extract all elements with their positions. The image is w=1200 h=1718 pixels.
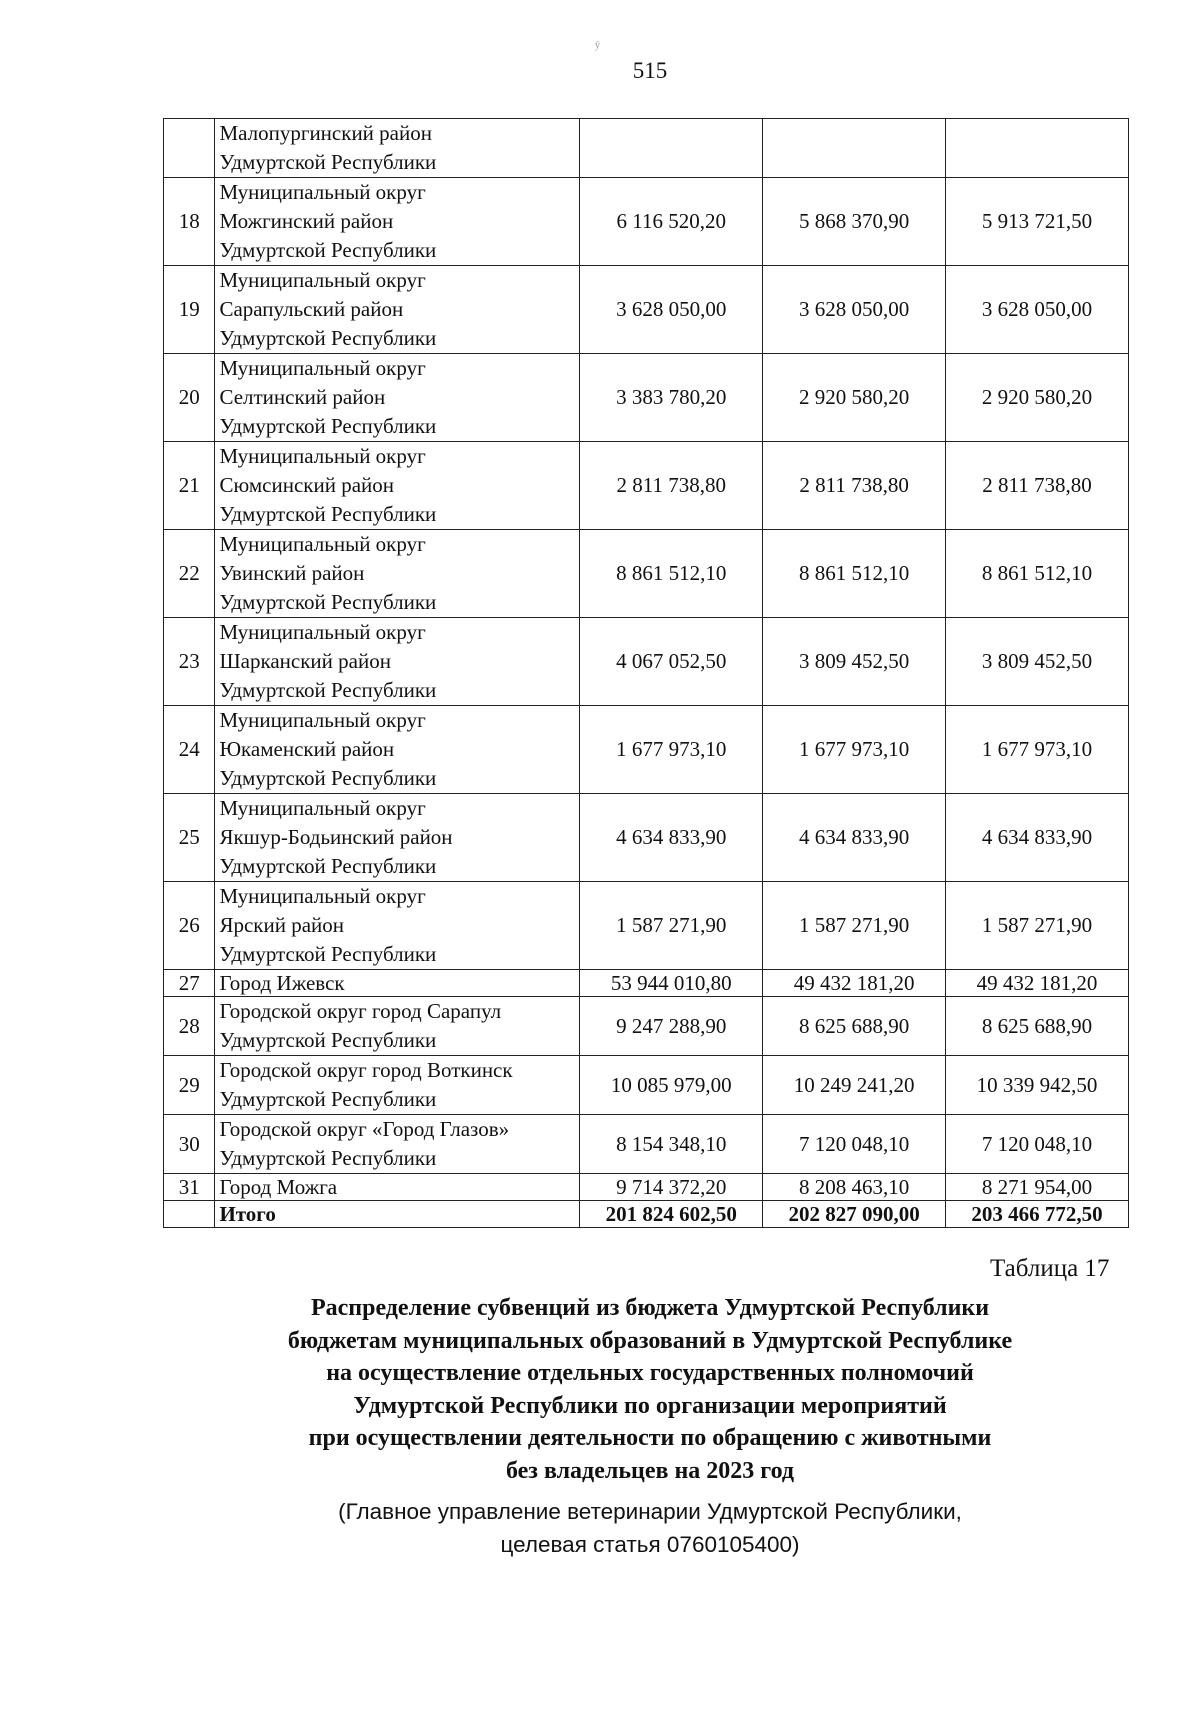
value-col-3: 8 271 954,00 xyxy=(946,1174,1129,1201)
total-value-col-1: 201 824 602,50 xyxy=(580,1201,763,1228)
table-row xyxy=(164,1115,1129,1174)
value-col-2: 1 587 271,90 xyxy=(763,882,946,970)
scan-speck: ӯ xyxy=(595,40,600,51)
municipality-name: Муниципальный округ Сюмсинский район Удмуртской Республики xyxy=(215,442,580,530)
value-col-1: 1 587 271,90 xyxy=(580,882,763,970)
value-col-1 xyxy=(580,119,763,178)
row-number: 25 xyxy=(164,794,215,882)
value-col-1: 2 811 738,80 xyxy=(580,442,763,530)
table-caption-label: Таблица 17 xyxy=(990,1255,1110,1282)
value-col-3: 2 811 738,80 xyxy=(946,442,1129,530)
value-col-1: 1 677 973,10 xyxy=(580,706,763,794)
row-number: 19 xyxy=(164,266,215,354)
row-number: 28 xyxy=(164,997,215,1056)
value-col-3: 8 625 688,90 xyxy=(946,997,1129,1056)
table-row xyxy=(164,266,1129,354)
municipality-name: Муниципальный округ Ярский район Удмуртской Республики xyxy=(215,882,580,970)
municipality-name: Муниципальный округ Можгинский район Удмуртской Республики xyxy=(215,178,580,266)
row-number: 23 xyxy=(164,618,215,706)
value-col-3: 7 120 048,10 xyxy=(946,1115,1129,1174)
row-number: 18 xyxy=(164,178,215,266)
table-row xyxy=(164,119,1129,178)
value-col-3: 8 861 512,10 xyxy=(946,530,1129,618)
table-row xyxy=(164,530,1129,618)
table-row xyxy=(164,794,1129,882)
table-row xyxy=(164,618,1129,706)
row-number: 27 xyxy=(164,970,215,997)
table-row xyxy=(164,354,1129,442)
table-row xyxy=(164,706,1129,794)
municipality-name: Город Можга xyxy=(215,1174,580,1201)
row-number: 20 xyxy=(164,354,215,442)
value-col-2: 5 868 370,90 xyxy=(763,178,946,266)
row-number xyxy=(164,1201,215,1228)
value-col-3: 2 920 580,20 xyxy=(946,354,1129,442)
row-number: 26 xyxy=(164,882,215,970)
table-row xyxy=(164,970,1129,997)
value-col-2: 1 677 973,10 xyxy=(763,706,946,794)
value-col-2: 3 809 452,50 xyxy=(763,618,946,706)
table-row xyxy=(164,442,1129,530)
municipality-name: Муниципальный округ Шарканский район Удмуртской Республики xyxy=(215,618,580,706)
table-subheading: (Главное управление ветеринарии Удмуртской Республики, целевая статья 0760105400) xyxy=(338,1499,962,1557)
municipality-name: Муниципальный округ Сарапульский район Удмуртской Республики xyxy=(215,266,580,354)
table-row xyxy=(164,1174,1129,1201)
row-number: 30 xyxy=(164,1115,215,1174)
municipality-name: Муниципальный округ Якшур-Бодьинский район Удмуртской Республики xyxy=(215,794,580,882)
row-number: 29 xyxy=(164,1056,215,1115)
total-value-col-2: 202 827 090,00 xyxy=(763,1201,946,1228)
municipality-name: Муниципальный округ Юкаменский район Удмуртской Республики xyxy=(215,706,580,794)
row-number: 21 xyxy=(164,442,215,530)
value-col-2: 8 861 512,10 xyxy=(763,530,946,618)
value-col-3: 1 587 271,90 xyxy=(946,882,1129,970)
value-col-1: 8 861 512,10 xyxy=(580,530,763,618)
value-col-1: 9 714 372,20 xyxy=(580,1174,763,1201)
total-row xyxy=(164,1201,1129,1228)
value-col-1: 4 067 052,50 xyxy=(580,618,763,706)
municipality-name: Городской округ город Воткинск Удмуртской Республики xyxy=(215,1056,580,1115)
value-col-3: 1 677 973,10 xyxy=(946,706,1129,794)
value-col-2: 10 249 241,20 xyxy=(763,1056,946,1115)
value-col-1: 53 944 010,80 xyxy=(580,970,763,997)
row-number: 22 xyxy=(164,530,215,618)
value-col-2: 2 811 738,80 xyxy=(763,442,946,530)
row-number: 24 xyxy=(164,706,215,794)
table-row xyxy=(164,178,1129,266)
subventions-table xyxy=(163,118,1129,1228)
value-col-2 xyxy=(763,119,946,178)
table-heading: Распределение субвенций из бюджета Удмуртской Республики бюджетам муниципальных образований в Удмуртской Республике на осуществление отдельных государственных полномочий Удмуртской Республики по организации мероприятий при осуществлении деятельности по обращению с животными без владельцев на 2023 год xyxy=(287,1295,1013,1484)
row-number xyxy=(164,119,215,178)
value-col-3 xyxy=(946,119,1129,178)
total-value-col-3: 203 466 772,50 xyxy=(946,1201,1129,1228)
municipality-name: Городской округ город Сарапул Удмуртской Республики xyxy=(215,997,580,1056)
municipality-name: Город Ижевск xyxy=(215,970,580,997)
table-row xyxy=(164,997,1129,1056)
value-col-1: 6 116 520,20 xyxy=(580,178,763,266)
value-col-2: 2 920 580,20 xyxy=(763,354,946,442)
value-col-3: 4 634 833,90 xyxy=(946,794,1129,882)
value-col-3: 49 432 181,20 xyxy=(946,970,1129,997)
table-row xyxy=(164,882,1129,970)
value-col-3: 3 628 050,00 xyxy=(946,266,1129,354)
municipality-name: Малопургинский район Удмуртской Республики xyxy=(215,119,580,178)
value-col-1: 3 628 050,00 xyxy=(580,266,763,354)
value-col-2: 3 628 050,00 xyxy=(763,266,946,354)
value-col-1: 8 154 348,10 xyxy=(580,1115,763,1174)
municipality-name: Городской округ «Город Глазов» Удмуртской Республики xyxy=(215,1115,580,1174)
value-col-3: 5 913 721,50 xyxy=(946,178,1129,266)
value-col-2: 7 120 048,10 xyxy=(763,1115,946,1174)
value-col-1: 9 247 288,90 xyxy=(580,997,763,1056)
municipality-name: Муниципальный округ Увинский район Удмуртской Республики xyxy=(215,530,580,618)
value-col-3: 10 339 942,50 xyxy=(946,1056,1129,1115)
value-col-1: 3 383 780,20 xyxy=(580,354,763,442)
value-col-2: 49 432 181,20 xyxy=(763,970,946,997)
row-number: 31 xyxy=(164,1174,215,1201)
page-number: 515 xyxy=(632,58,668,83)
total-label: Итого xyxy=(215,1201,580,1228)
table-row xyxy=(164,1056,1129,1115)
table-body xyxy=(164,119,1129,1228)
value-col-2: 8 208 463,10 xyxy=(763,1174,946,1201)
value-col-2: 4 634 833,90 xyxy=(763,794,946,882)
value-col-1: 4 634 833,90 xyxy=(580,794,763,882)
value-col-3: 3 809 452,50 xyxy=(946,618,1129,706)
municipality-name: Муниципальный округ Селтинский район Удмуртской Республики xyxy=(215,354,580,442)
value-col-2: 8 625 688,90 xyxy=(763,997,946,1056)
value-col-1: 10 085 979,00 xyxy=(580,1056,763,1115)
